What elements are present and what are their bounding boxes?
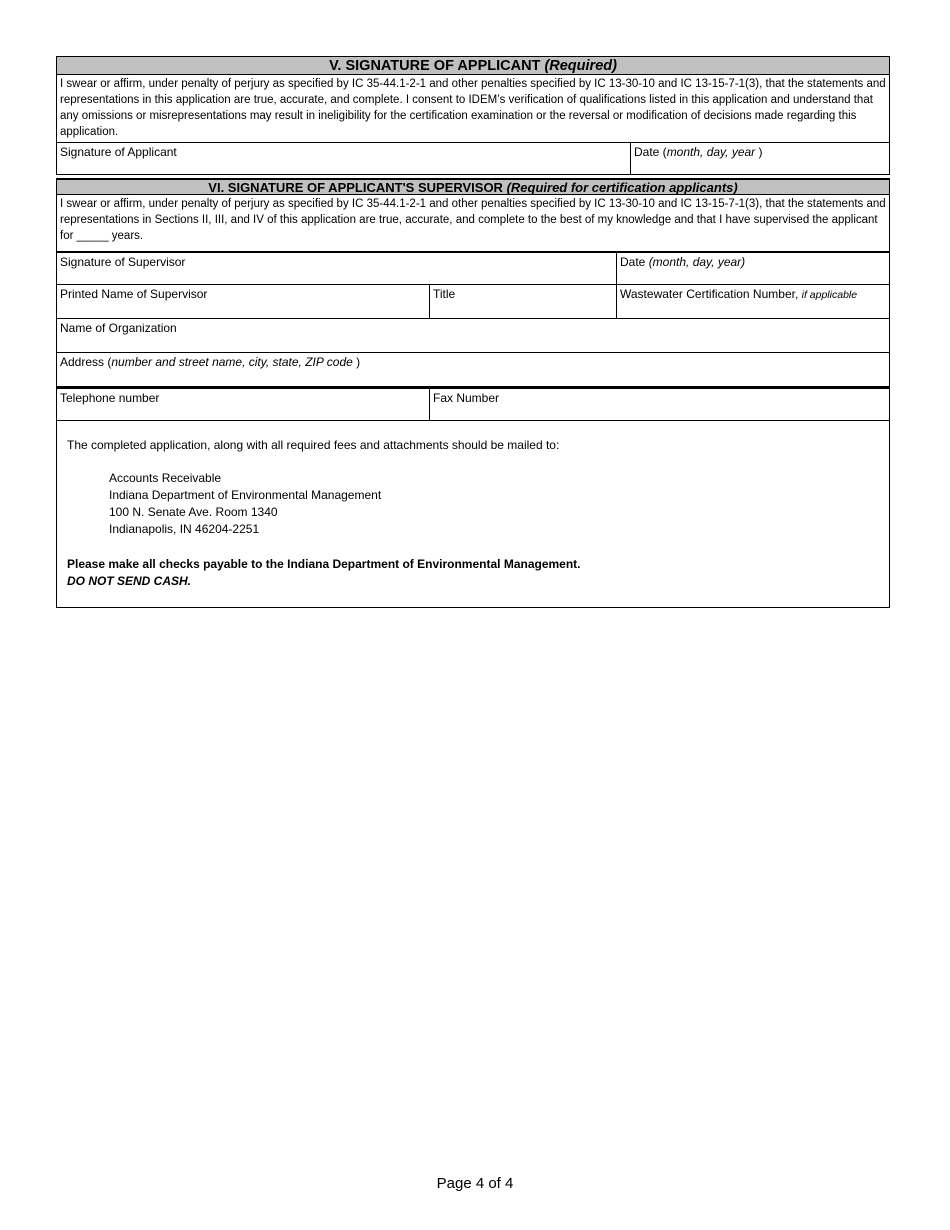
section-6-required-note: (Required for certification applicants) [506, 180, 738, 195]
applicant-signature-label: Signature of Applicant [60, 145, 177, 159]
page-number: Page 4 of 4 [436, 1175, 514, 1192]
organization-field[interactable] [57, 319, 889, 352]
phone-fax-row [56, 387, 890, 421]
fax-label: Fax Number [433, 391, 500, 405]
mailing-address [109, 470, 879, 538]
address-field[interactable] [57, 353, 889, 386]
section-5-header [56, 56, 890, 75]
section-6-statement: I swear or affirm, under penalty of perjury as specified by IC 35-44.1-2-1 and other penalties specified by IC 13-30-10 and IC 13-15-7-1(3), that the statements and representations in Sections II, III, and IV of this application are true, accurate, and complete to the best of my knowledge and that I have supervised the applicant for _____ years. [56, 195, 890, 251]
supervisor-title-label: Title [433, 287, 456, 301]
mailing-intro: The completed application, along with all required fees and attachments should be mailed to: [67, 438, 560, 452]
fax-field[interactable] [429, 389, 889, 420]
address-line: Accounts Receivable [109, 471, 222, 485]
supervisor-name-field[interactable] [57, 285, 429, 318]
section-6-header [56, 178, 890, 195]
checks-note-block [67, 556, 879, 590]
supervisor-name-row [56, 285, 890, 319]
no-cash-note: DO NOT SEND CASH. [67, 574, 192, 588]
organization-row [56, 319, 890, 353]
address-row [56, 353, 890, 387]
supervisor-signature-field[interactable] [57, 253, 616, 284]
address-line: 100 N. Senate Ave. Room 1340 [109, 505, 278, 519]
telephone-label: Telephone number [60, 391, 160, 405]
application-form [56, 56, 890, 608]
supervisor-signature-row [56, 251, 890, 285]
telephone-field[interactable] [57, 389, 429, 420]
applicant-date-close: ) [755, 145, 763, 159]
address-line: Indianapolis, IN 46204-2251 [109, 522, 260, 536]
applicant-signature-row [56, 142, 890, 175]
applicant-date-label: Date ( [634, 145, 667, 159]
organization-label: Name of Organization [60, 321, 177, 335]
section-5-title: V. SIGNATURE OF APPLICANT [329, 58, 545, 74]
wastewater-cert-field[interactable] [616, 285, 889, 318]
checks-payable-note: Please make all checks payable to the Indiana Department of Environmental Management. [67, 557, 581, 571]
section-5-statement: I swear or affirm, under penalty of perjury as specified by IC 35-44.1-2-1 and other penalties specified by IC 13-30-10 and IC 13-15-7-1(3), that the statements and representations in this application are true, accurate, and complete. I consent to IDEM’s verification of qualifications listed in this application and understand that any omissions or misrepresentations may result in ineligibility for the certification examination or the reversal or modification of decisions made regarding this application. [56, 75, 890, 142]
section-5-required-note: (Required) [544, 58, 617, 74]
address-label: Address ( [60, 355, 112, 369]
supervisor-date-field[interactable] [616, 253, 889, 284]
address-format: number and street name, city, state, ZIP code [111, 355, 353, 369]
supervisor-title-field[interactable] [429, 285, 616, 318]
address-close: ) [352, 355, 361, 369]
mailing-instructions [56, 421, 890, 608]
supervisor-date-format: (month, day, year) [648, 255, 746, 269]
section-6-title: VI. SIGNATURE OF APPLICANT'S SUPERVISOR [208, 180, 507, 195]
wastewater-cert-label: Wastewater Certification Number, [620, 287, 802, 301]
wastewater-cert-note: if applicable [801, 289, 858, 301]
supervisor-name-label: Printed Name of Supervisor [60, 287, 208, 301]
supervisor-signature-label: Signature of Supervisor [60, 255, 186, 269]
applicant-signature-field[interactable] [57, 143, 630, 174]
address-line: Indiana Department of Environmental Management [109, 488, 382, 502]
applicant-date-format: month, day, year [666, 145, 756, 159]
supervisor-date-label: Date [620, 255, 649, 269]
applicant-date-field[interactable] [630, 143, 889, 174]
